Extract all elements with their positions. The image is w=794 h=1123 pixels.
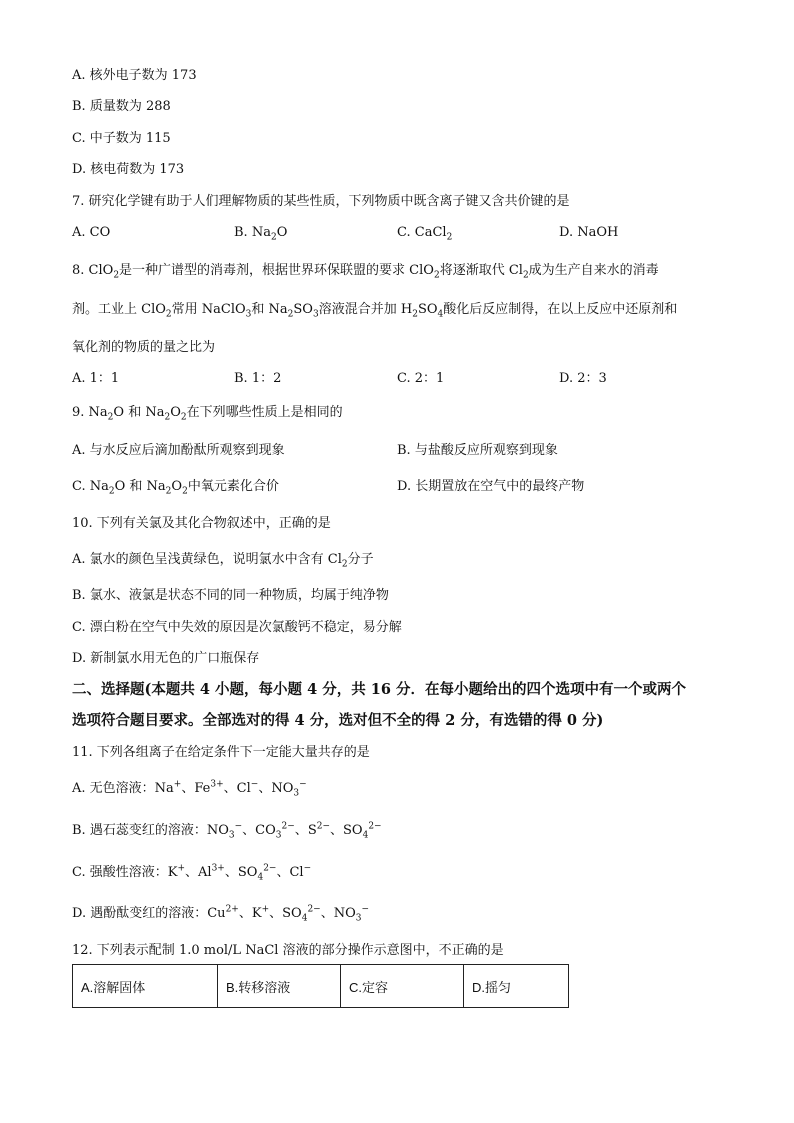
q12-cell-b: B.转移溶液 [218, 965, 341, 1008]
q11-option-d: D. 遇酚酞变红的溶液：$Cu^{2+}$、K+、$SO_4^{2-}$、$NO_3^-$ [72, 904, 370, 924]
q8-stem-line2: 剂。工业上 ClO$_2$常用 NaClO$_3$和 $Na_2SO_3$溶液混合并加 $H_2SO_4$酸化后反应制得，在以上反应中还原剂和 [72, 302, 678, 320]
q7-option-a: A. CO [72, 225, 111, 240]
q12-cell-c: C.定容 [341, 965, 464, 1008]
q10-stem: 10. 下列有关氯及其化合物叙述中，正确的是 [72, 516, 331, 531]
q10-option-d: D. 新制氯水用无色的广口瓶保存 [72, 651, 260, 666]
q9-stem: 9. $Na_2O$ 和 $Na_2O_2$在下列哪些性质上是相同的 [72, 405, 343, 423]
table-row [73, 965, 569, 1008]
q6-option-b: B. 质量数为 288 [72, 99, 171, 114]
q8-stem-line3: 氧化剂的物质的量之比为 [72, 340, 216, 355]
q7-stem: 7. 研究化学键有助于人们理解物质的某些性质，下列物质中既含离子键又含共价键的是 [72, 194, 570, 209]
q8-option-d: D. 2：3 [559, 371, 607, 386]
q8-stem-line1: 8. ClO$_2$是一种广谱型的消毒剂，根据世界环保联盟的要求 ClO$_2$将逐渐取代 $Cl_2$成为生产自来水的消毒 [72, 263, 659, 281]
q12-stem: 12. 下列表示配制 1.0 mol/L NaCl 溶液的部分操作示意图中，不正确的是 [72, 943, 504, 958]
q12-options-table [72, 964, 569, 1008]
q8-option-b: B. 1：2 [234, 371, 282, 386]
q8-option-c: C. 2：1 [397, 371, 445, 386]
q6-option-d: D. 核电荷数为 173 [72, 162, 185, 177]
q6-option-c: C. 中子数为 115 [72, 131, 171, 146]
q6-option-a: A. 核外电子数为 173 [72, 68, 197, 83]
q12-cell-d: D.摇匀 [464, 965, 569, 1008]
section2-heading-line1: 二、选择题(本题共 4 小题，每小题 4 分，共 16 分．在每小题给出的四个选项中有一个或两个 [72, 681, 687, 698]
q9-option-c: C. $Na_2O$ 和 $Na_2O_2$中氧元素化合价 [72, 479, 279, 497]
q9-option-a: A. 与水反应后滴加酚酞所观察到现象 [72, 443, 285, 458]
q11-option-c: C. 强酸性溶液：K+、$Al^{3+}$、$SO_4^{2-}$、Cl− [72, 863, 312, 883]
q10-option-b: B. 氯水、液氯是状态不同的同一种物质，均属于纯净物 [72, 588, 389, 603]
q7-option-c: C. CaCl$_2$ [397, 225, 453, 243]
q11-option-b: B. 遇石蕊变红的溶液：$NO_3^-$、$CO_3^{2-}$、$S^{2-}$、$SO_4^{2-}$ [72, 821, 382, 841]
section2-heading-line2: 选项符合题目要求。全部选对的得 4 分，选对但不全的得 2 分，有选错的得 0 分) [72, 712, 604, 729]
q8-option-a: A. 1：1 [72, 371, 120, 386]
q7-option-b: B. $Na_2O$ [234, 225, 288, 243]
q10-option-a: A. 氯水的颜色呈浅黄绿色，说明氯水中含有 $Cl_2$分子 [72, 552, 374, 570]
q7-option-d: D. NaOH [559, 225, 619, 240]
q10-option-c: C. 漂白粉在空气中失效的原因是次氯酸钙不稳定，易分解 [72, 620, 402, 635]
q12-cell-a: A.溶解固体 [73, 965, 218, 1008]
q9-option-b: B. 与盐酸反应所观察到现象 [397, 443, 558, 458]
q11-stem: 11. 下列各组离子在给定条件下一定能大量共存的是 [72, 745, 370, 760]
q11-option-a: A. 无色溶液：Na+、$Fe^{3+}$、Cl−、$NO_3^-$ [72, 779, 307, 799]
q9-option-d: D. 长期置放在空气中的最终产物 [397, 479, 585, 494]
